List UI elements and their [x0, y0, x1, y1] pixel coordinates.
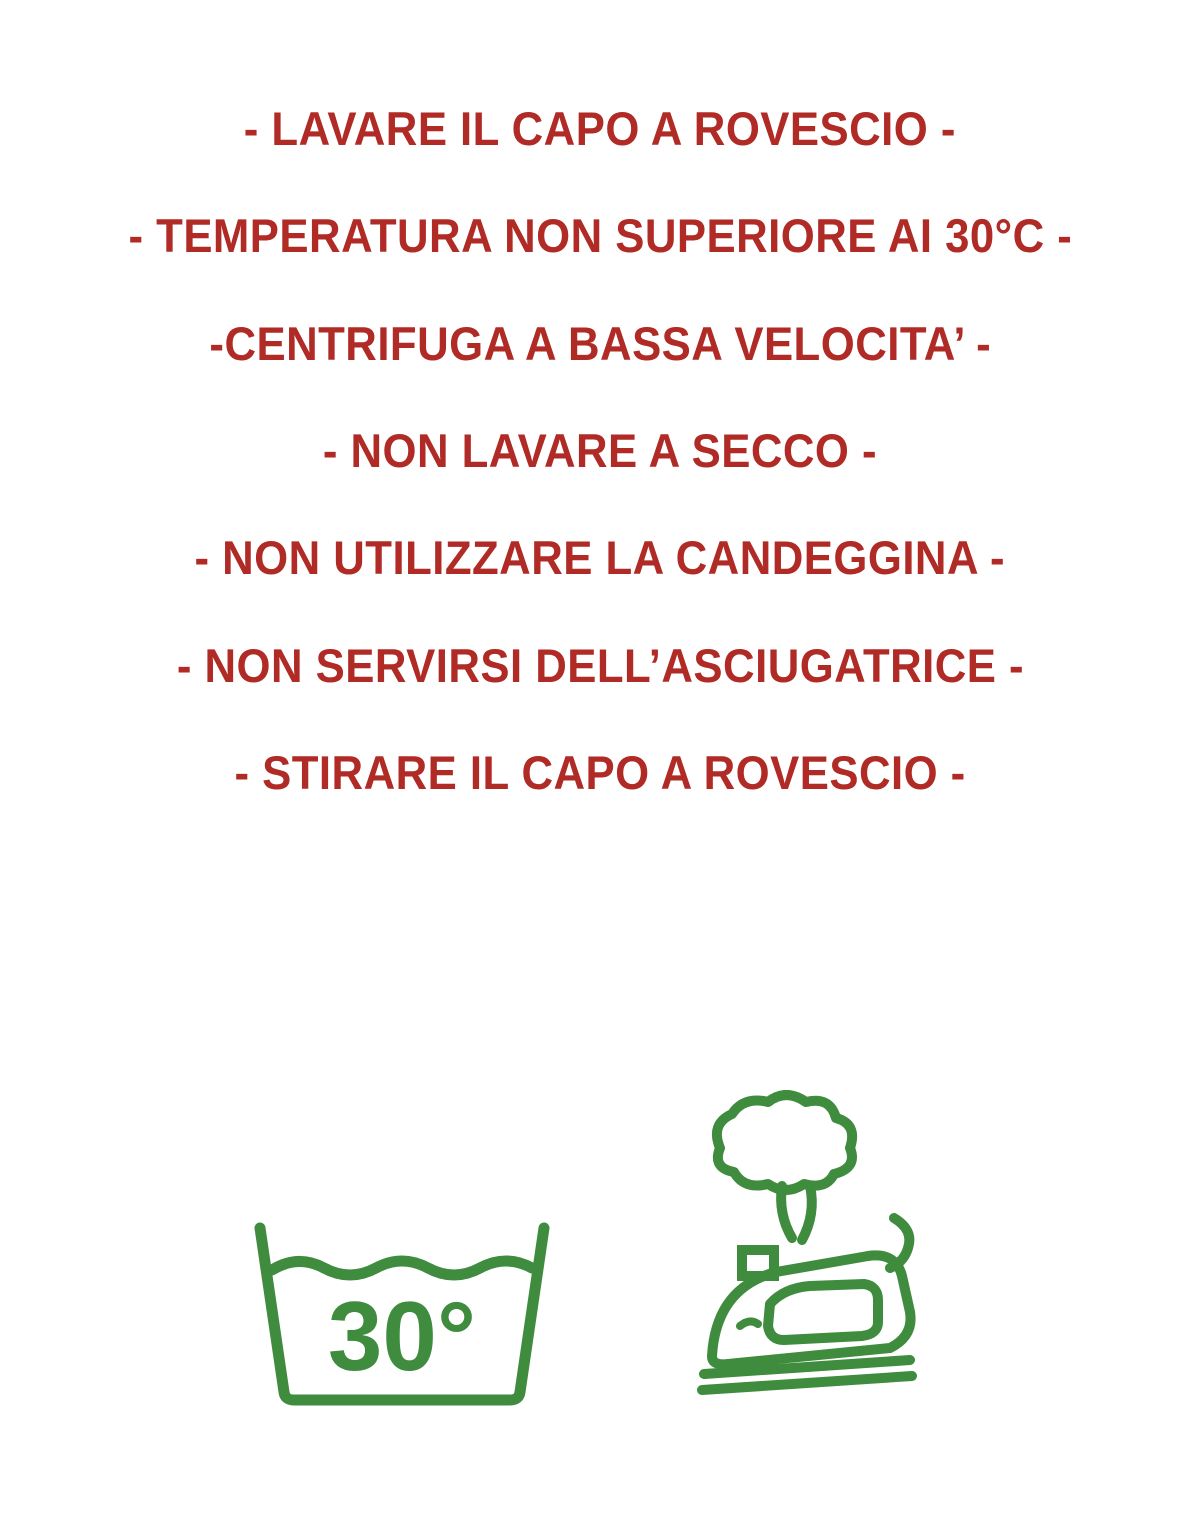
steam-iron-symbol [658, 1090, 958, 1410]
care-instruction-line: - LAVARE IL CAPO A ROVESCIO - [243, 102, 957, 155]
care-instruction-line: -CENTRIFUGA A BASSA VELOCITA’ - [209, 316, 991, 370]
care-instruction-line: - STIRARE IL CAPO A ROVESCIO - [234, 746, 966, 800]
wash-tub-30-degrees-symbol [242, 1210, 562, 1410]
steam-cloud-icon [717, 1095, 852, 1190]
care-instruction-line: - NON UTILIZZARE LA CANDEGGINA - [194, 531, 1006, 585]
wash-temperature-label: 30° [327, 1281, 477, 1391]
care-instruction-line: - TEMPERATURA NON SUPERIORE AI 30°C - [128, 209, 1072, 263]
care-symbols-row [0, 1090, 1200, 1410]
care-instruction-line: - NON SERVIRSI DELL’ASCIUGATRICE - [176, 638, 1024, 692]
care-instruction-line: - NON LAVARE A SECCO - [322, 424, 878, 478]
